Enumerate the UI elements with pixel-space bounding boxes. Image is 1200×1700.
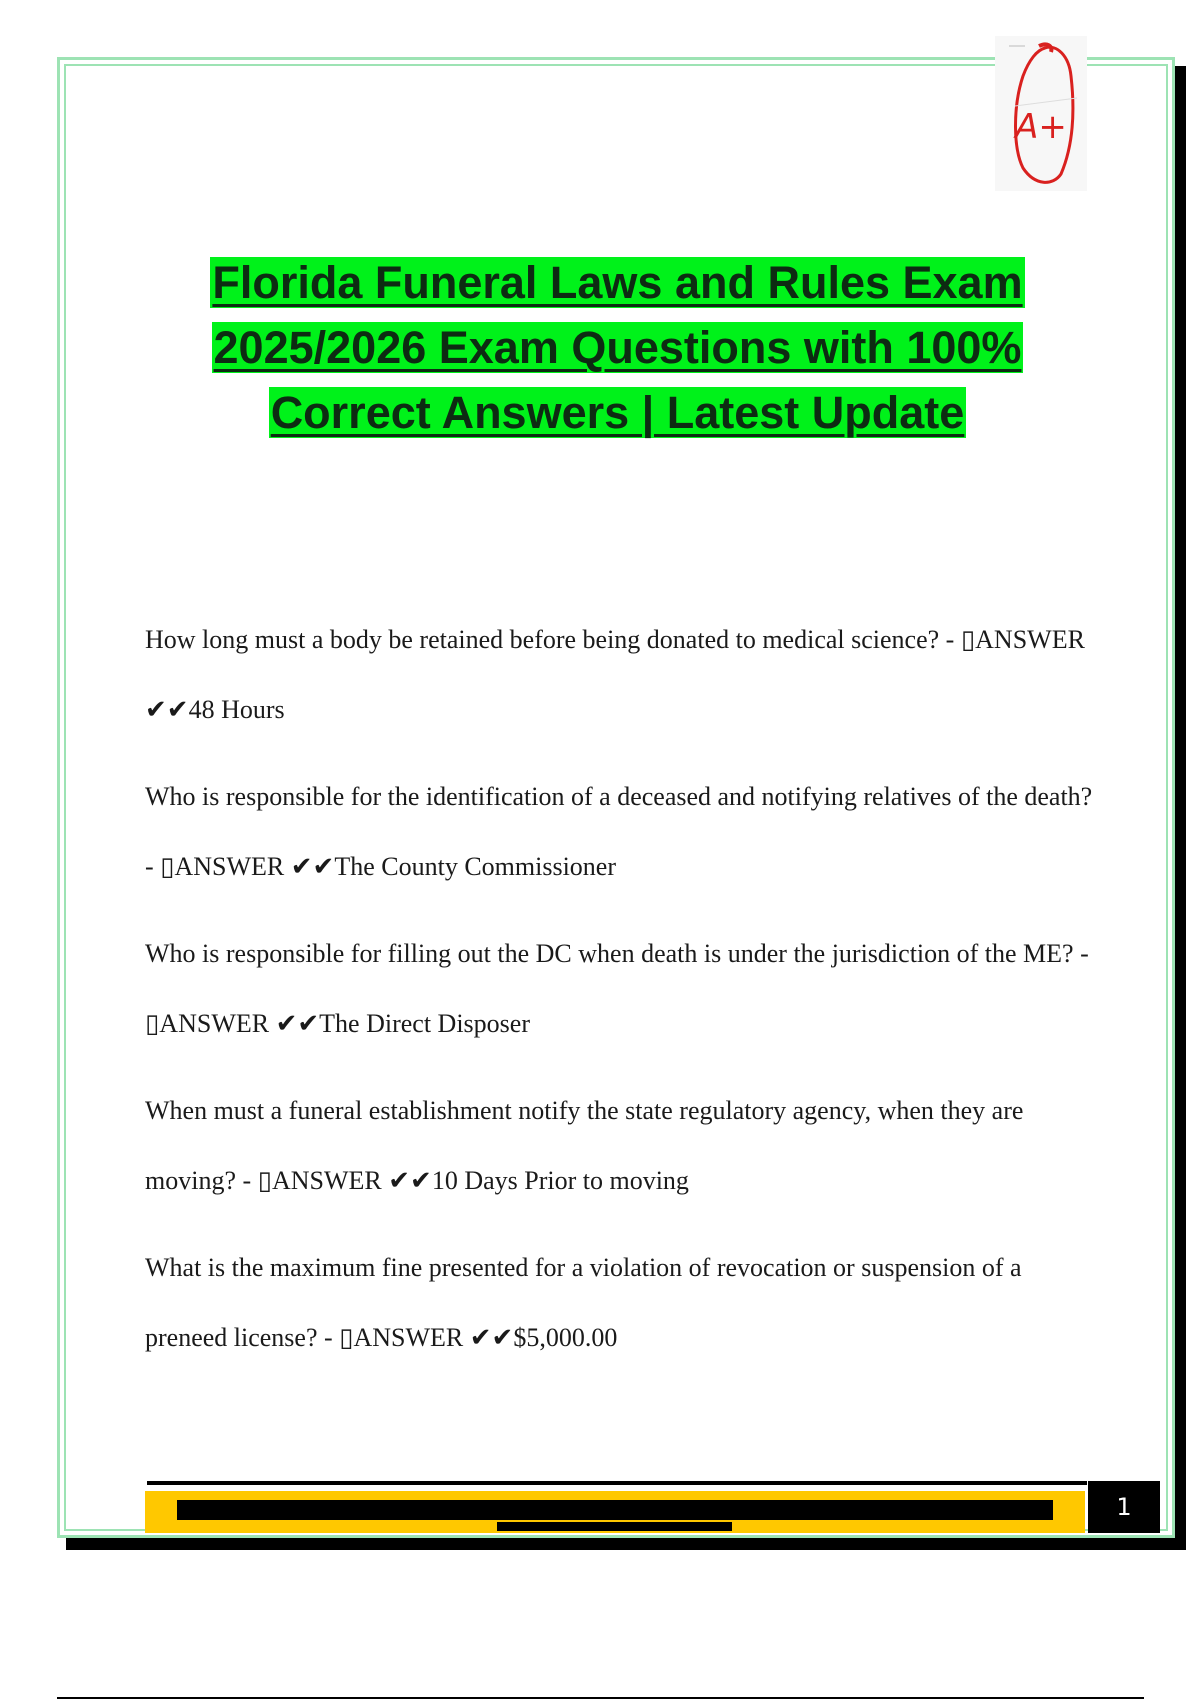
question-text: What is the maximum fine presented for a violation of revocation or suspension of a preneed license? - bbox=[145, 1253, 1022, 1352]
footer-bar bbox=[177, 1500, 1053, 1520]
footer-tab bbox=[497, 1522, 732, 1531]
page-number: 1 bbox=[1088, 1481, 1160, 1533]
footer-rule bbox=[147, 1481, 1087, 1485]
answer-prefix: ▯ANSWER ✔✔ bbox=[257, 1166, 432, 1195]
answer-text: 48 Hours bbox=[188, 695, 285, 724]
title-line-3: Correct Answers | Latest Update bbox=[270, 387, 965, 438]
qa-item-3 bbox=[145, 919, 1095, 1059]
title-line-2: 2025/2026 Exam Questions with 100% bbox=[213, 322, 1022, 373]
grade-stamp-text: A+ bbox=[1015, 107, 1067, 147]
answer-text: 10 Days Prior to moving bbox=[431, 1166, 689, 1195]
qa-item-2 bbox=[145, 762, 1095, 902]
document-title bbox=[120, 250, 1115, 445]
answer-text: The Direct Disposer bbox=[319, 1009, 530, 1038]
bottom-rule bbox=[57, 1697, 1144, 1699]
question-text: Who is responsible for the identification of a deceased and notifying relatives of the death? - bbox=[145, 782, 1093, 881]
answer-prefix: ▯ANSWER ✔✔ bbox=[145, 625, 1085, 724]
qa-item-1 bbox=[145, 605, 1095, 745]
answer-text: The County Commissioner bbox=[334, 852, 616, 881]
answer-prefix: ▯ANSWER ✔✔ bbox=[339, 1323, 514, 1352]
grade-stamp-icon bbox=[995, 36, 1087, 191]
answer-prefix: ▯ANSWER ✔✔ bbox=[145, 1009, 320, 1038]
question-text: When must a funeral establishment notify the state regulatory agency, when they are moving? - bbox=[145, 1096, 1024, 1195]
question-text: How long must a body be retained before being donated to medical science? - bbox=[145, 625, 955, 654]
question-text: Who is responsible for filling out the DC when death is under the jurisdiction of the ME? - bbox=[145, 939, 1089, 968]
qa-item-4 bbox=[145, 1076, 1095, 1216]
title-line-1: Florida Funeral Laws and Rules Exam bbox=[212, 257, 1023, 308]
answer-prefix: ▯ANSWER ✔✔ bbox=[160, 852, 335, 881]
qa-item-5 bbox=[145, 1233, 1095, 1373]
answer-text: $5,000.00 bbox=[513, 1323, 618, 1352]
